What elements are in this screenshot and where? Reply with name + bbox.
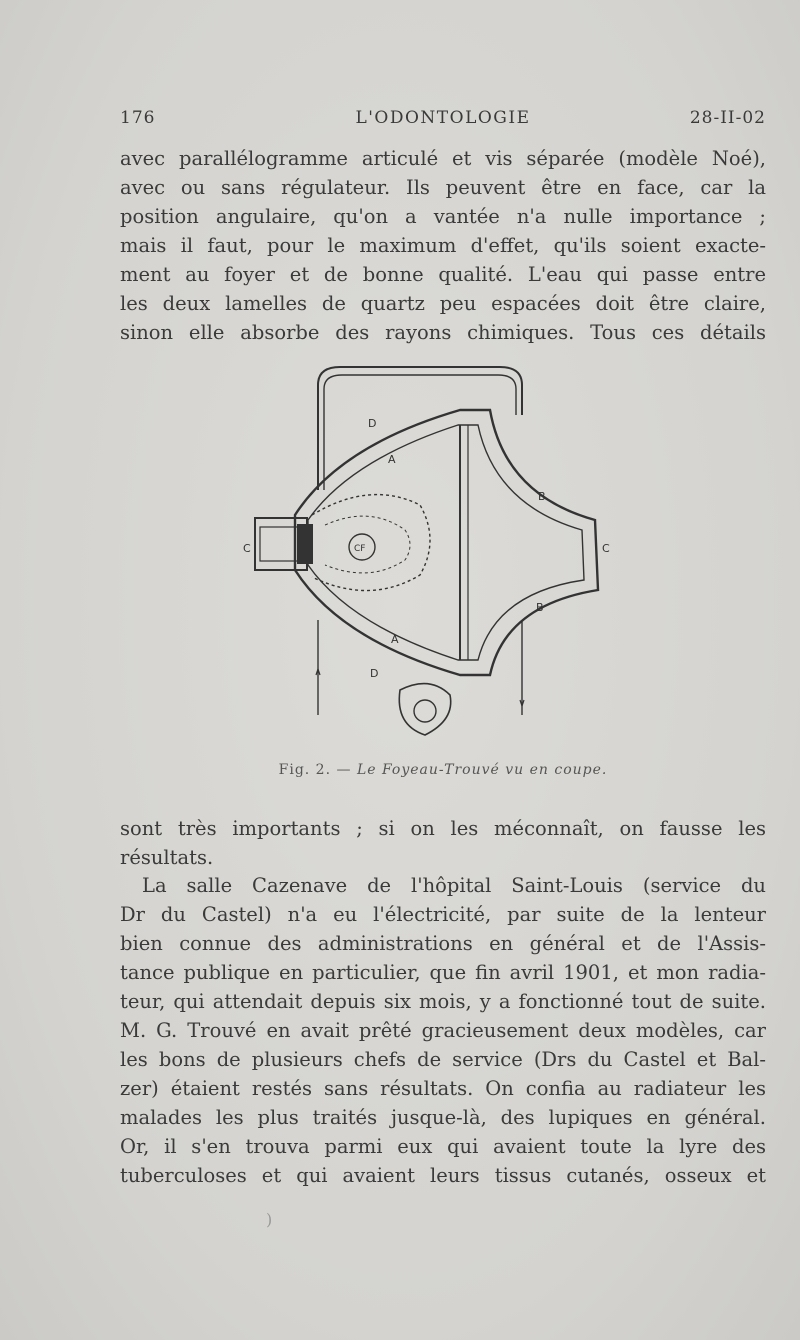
outer-tube: [318, 367, 522, 490]
page-number: 176: [120, 108, 156, 128]
text-line: Or, il s'en trouva parmi eux qui avaient toute la lyre des: [120, 1135, 766, 1158]
text-line: tuberculoses et qui avaient leurs tissus cutanés, osseux et: [120, 1164, 766, 1187]
text-line: Dr du Castel) n'a eu l'électricité, par suite de la lenteur: [120, 903, 766, 926]
text-line: M. G. Trouvé en avait prêté gracieusement deux modèles, car: [120, 1019, 766, 1042]
text-line: tance publique en particulier, que fin avril 1901, et mon radia-: [120, 961, 766, 984]
caption-text: Le Foyeau-Trouvé vu en coupe.: [356, 762, 608, 778]
text-line: résultats.: [120, 846, 214, 869]
paragraph-main: [120, 871, 766, 1190]
text-line: La salle Cazenave de l'hôpital Saint-Louis (service du: [142, 874, 766, 897]
label-d-bottom: D: [370, 667, 379, 680]
label-a-bottom: A: [391, 633, 399, 646]
paragraph-top: [120, 144, 766, 347]
running-head: [120, 108, 766, 138]
text-line: avec parallélogramme articulé et vis séparée (modèle Noé),: [120, 147, 766, 170]
bulb: [312, 495, 430, 591]
figure-illustration: [200, 355, 640, 765]
text-line: mais il faut, pour le maximum d'effet, qu'ils soient exacte-: [120, 234, 766, 257]
label-b-bottom: B: [536, 601, 544, 614]
issue-date: 28-II-02: [689, 108, 766, 128]
label-c-left: C: [243, 542, 251, 555]
journal-title: L'ODONTOLOGIE: [355, 108, 531, 128]
text-line: sinon elle absorbe des rayons chimiques. Tous ces détails: [120, 321, 766, 344]
text-line: sont très importants ; si on les méconnaît, on fausse les: [120, 817, 766, 840]
reflector-outer: [295, 410, 598, 675]
text-line: les deux lamelles de quartz peu espacées doit être claire,: [120, 292, 766, 315]
paragraph-continuation: [120, 814, 766, 872]
label-cf: CF: [354, 544, 366, 554]
bottom-fitting: [399, 684, 450, 735]
outer-tube-inner: [324, 375, 516, 490]
text-line: avec ou sans régulateur. Ils peuvent être en face, car la: [120, 176, 766, 199]
text-line: zer) étaient restés sans résultats. On confia au radiateur les: [120, 1077, 766, 1100]
label-d-top: D: [368, 417, 377, 430]
figure-caption: [120, 762, 766, 778]
label-c-right: C: [602, 542, 610, 555]
text-line: les bons de plusieurs chefs de service (Drs du Castel et Bal-: [120, 1048, 766, 1071]
label-a-top: A: [388, 453, 396, 466]
text-line: position angulaire, qu'on a vantée n'a nulle importance ;: [120, 205, 766, 228]
text-line: ment au foyer et de bonne qualité. L'eau qui passe entre: [120, 263, 766, 286]
text-line: malades les plus traités jusque-là, des lupiques en général.: [120, 1106, 766, 1129]
text-line: bien connue des administrations en général et de l'Assis-: [120, 932, 766, 955]
footer-mark: ): [266, 1210, 273, 1229]
text-line: teur, qui attendait depuis six mois, y a fonctionné tout de suite.: [120, 990, 766, 1013]
label-b-top: B: [538, 490, 546, 503]
caption-prefix: Fig. 2. —: [278, 762, 357, 778]
